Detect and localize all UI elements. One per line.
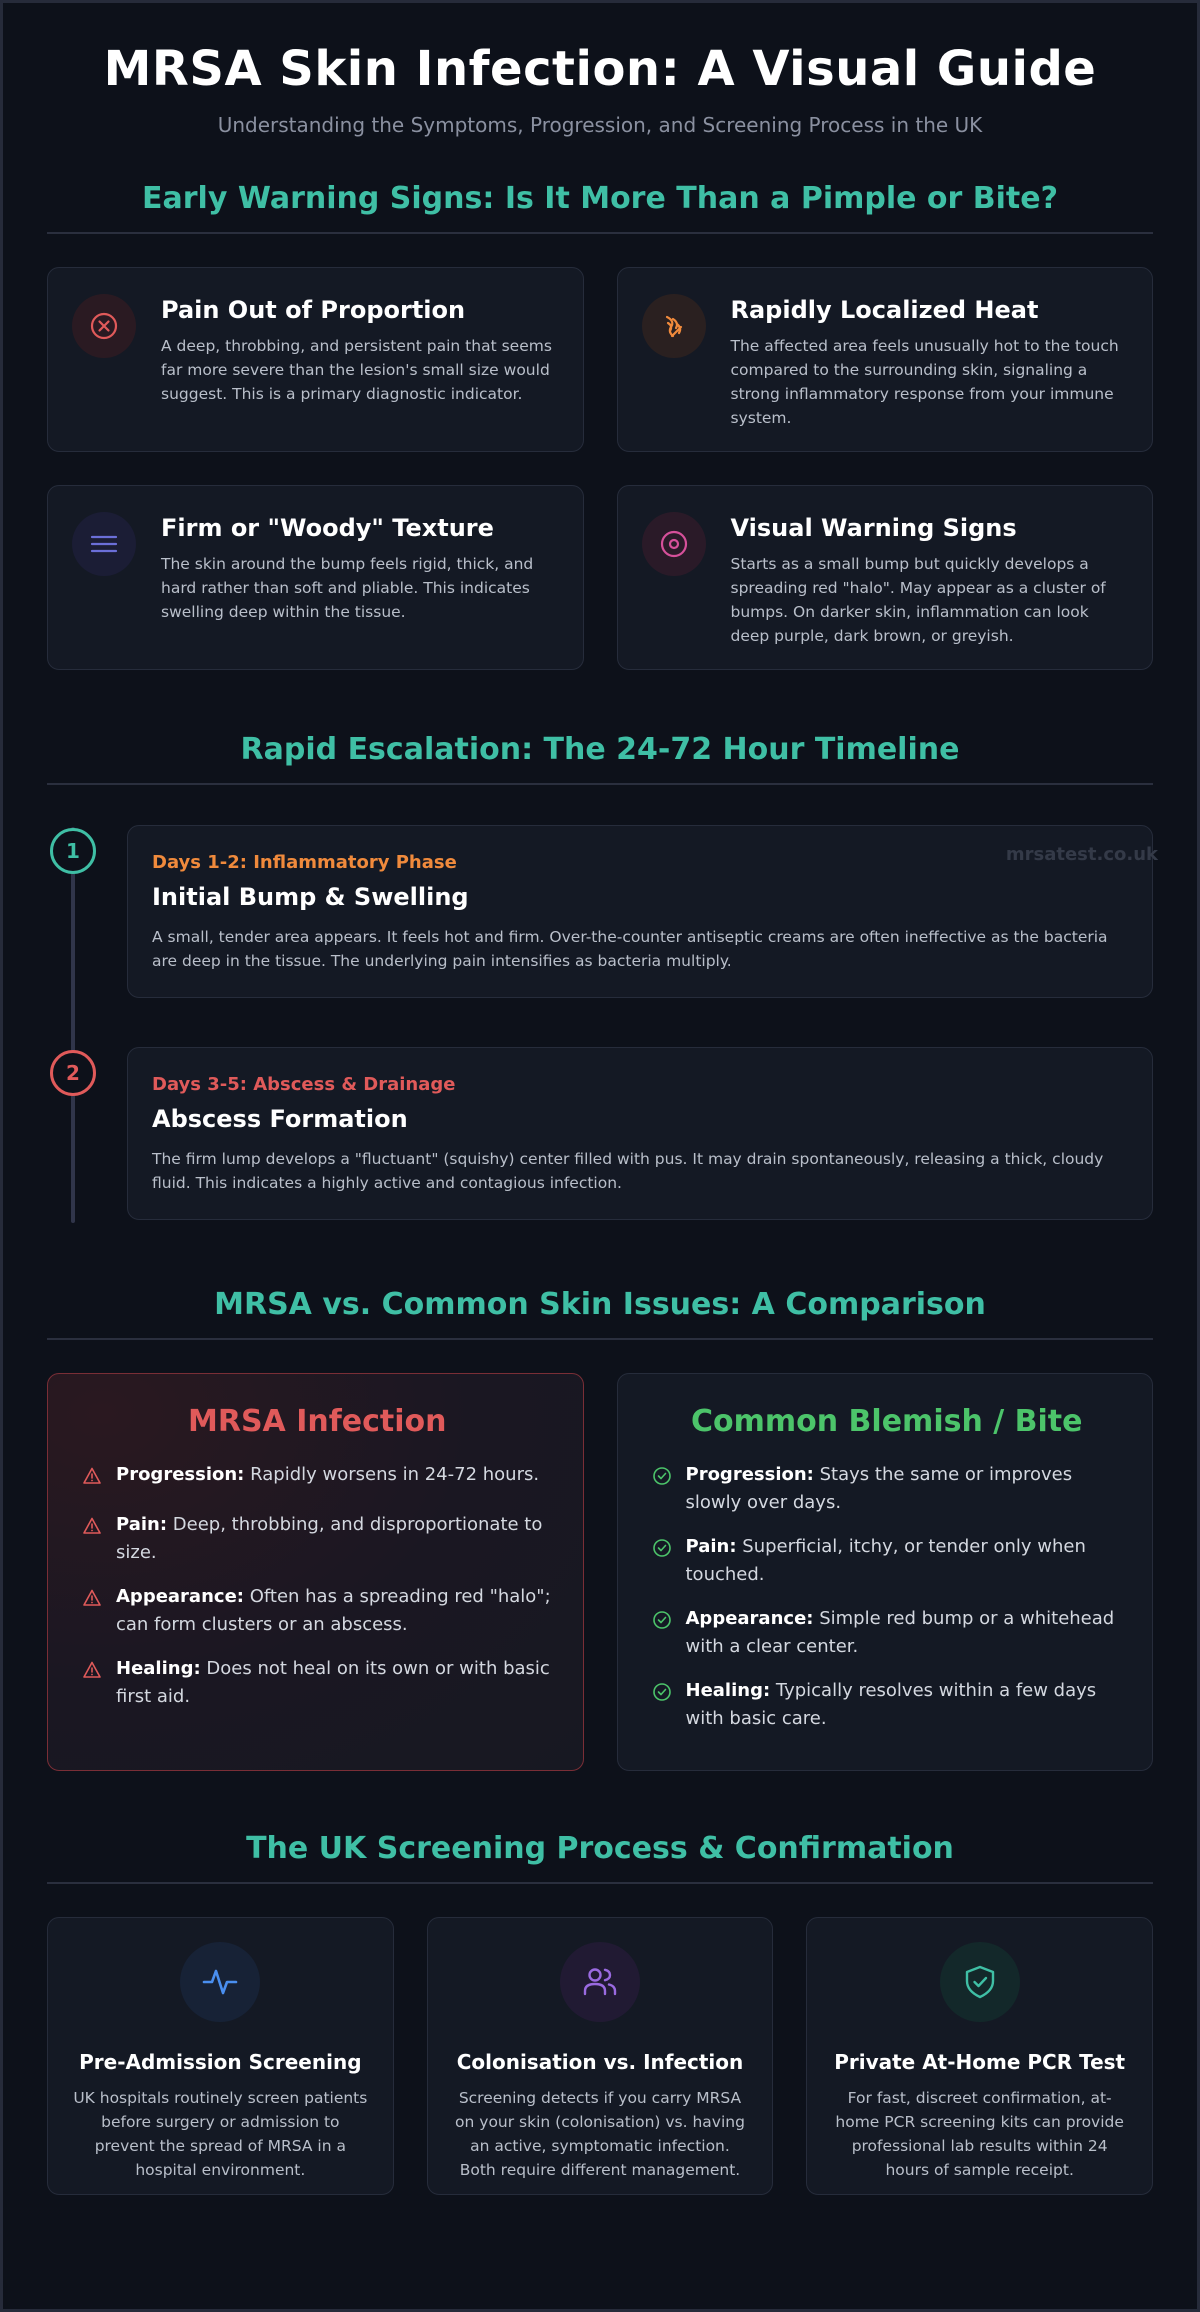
watermark: mrsatest.co.uk (1005, 844, 1158, 865)
item-label: Progression: (685, 1464, 814, 1485)
screening-text: Screening detects if you carry MRSA on your skin (colonisation) vs. having an active, symptomatic infection. Both require different management. (455, 2089, 745, 2179)
list-item (652, 1533, 1123, 1589)
timeline-card (127, 825, 1158, 998)
timeline-text: The firm lump develops a "fluctuant" (squishy) center filled with pus. It may drain spontaneously, releasing a thick, cloudy fluid. This indicates a highly active and contagious infection. (152, 1150, 1104, 1192)
check-circle-icon (652, 1538, 672, 1567)
page-header (3, 3, 1197, 137)
timeline-title: Abscess Formation (152, 1105, 408, 1133)
warning-title: Visual Warning Signs (730, 514, 1017, 542)
comparison-section (3, 1287, 1197, 1771)
mrsa-title: MRSA Infection (187, 1404, 447, 1439)
screening-title: Colonisation vs. Infection (456, 2050, 744, 2074)
timeline (47, 825, 1158, 1225)
check-circle-icon (652, 1682, 672, 1711)
screening-text: UK hospitals routinely screen patients before surgery or admission to prevent the spread of MRSA in a hospital environment. (73, 2089, 368, 2179)
screening-card (47, 1917, 394, 2195)
timeline-phase: Days 3-5: Abscess & Drainage (152, 1074, 456, 1095)
warning-text: The skin around the bump feels rigid, thick, and hard rather than soft and pliable. This indicates swelling deep within the tissue. (161, 555, 534, 621)
page-title: MRSA Skin Infection: A Visual Guide (103, 41, 1097, 97)
section-title: The UK Screening Process & Confirmation (47, 1831, 1153, 1884)
item-label: Pain: (116, 1514, 168, 1535)
screening-title: Private At-Home PCR Test (834, 2050, 1126, 2074)
common-card (617, 1373, 1154, 1771)
x-circle-icon (72, 294, 136, 358)
check-circle-icon (652, 1466, 672, 1495)
item-text: Simple red bump or a whitehead with a clear center. (685, 1608, 1115, 1657)
screening-title: Pre-Admission Screening (79, 2050, 362, 2074)
mrsa-card (47, 1373, 584, 1771)
shield-check-icon (940, 1942, 1020, 2022)
warning-grid (47, 267, 1153, 670)
item-text: Often has a spreading red "halo"; can form clusters or an abscess. (116, 1586, 551, 1635)
list-item (82, 1511, 553, 1567)
step-number: 1 (50, 828, 96, 874)
check-circle-icon (652, 1610, 672, 1639)
item-text: Stays the same or improves slowly over days. (685, 1464, 1073, 1513)
screening-card (427, 1917, 774, 2195)
warning-text: Starts as a small bump but quickly develops a spreading red "halo". May appear as a cluster of bumps. On darker skin, inflammation can look deep purple, dark brown, or greyish. (730, 555, 1106, 645)
screening-text: For fast, discreet confirmation, at-home PCR screening kits can provide professional lab results within 24 hours of sample receipt. (835, 2089, 1124, 2179)
item-label: Appearance: (116, 1586, 244, 1607)
warning-triangle-icon (82, 1516, 102, 1545)
warning-card (47, 267, 584, 452)
list-item (652, 1677, 1123, 1733)
warning-title: Pain Out of Proportion (161, 296, 466, 324)
lines-icon (72, 512, 136, 576)
comparison-grid (47, 1373, 1153, 1771)
page-subtitle: Understanding the Symptoms, Progression, and Screening Process in the UK (217, 113, 983, 137)
timeline-title: Initial Bump & Swelling (152, 883, 469, 911)
item-label: Healing: (116, 1658, 201, 1679)
warning-title: Rapidly Localized Heat (730, 296, 1039, 324)
timeline-item (47, 825, 1158, 998)
warning-text: The affected area feels unusually hot to the touch compared to the surrounding skin, signaling a strong inflammatory response from your immune system. (730, 337, 1119, 427)
section-title: MRSA vs. Common Skin Issues: A Comparison (47, 1287, 1153, 1340)
item-text: Does not heal on its own or with basic first aid. (116, 1658, 550, 1707)
item-label: Appearance: (685, 1608, 814, 1629)
screening-section (3, 1831, 1197, 2195)
common-title: Common Blemish / Bite (691, 1404, 1083, 1439)
list-item (82, 1461, 553, 1495)
warning-card (47, 485, 584, 670)
list-item (652, 1461, 1123, 1517)
pulse-icon (180, 1942, 260, 2022)
item-text: Rapidly worsens in 24-72 hours. (250, 1464, 540, 1485)
list-item (652, 1605, 1123, 1661)
timeline-item (47, 1047, 1153, 1220)
warning-card (617, 485, 1154, 670)
step-number: 2 (50, 1050, 96, 1096)
warning-text: A deep, throbbing, and persistent pain that seems far more severe than the lesion's small size would suggest. This is a primary diagnostic indicator. (161, 337, 552, 403)
early-signs-section (3, 181, 1197, 670)
timeline-phase: Days 1-2: Inflammatory Phase (152, 852, 457, 873)
common-list (652, 1461, 1123, 1733)
screening-grid (47, 1917, 1153, 2195)
item-label: Pain: (685, 1536, 737, 1557)
warning-title: Firm or "Woody" Texture (161, 514, 494, 542)
item-text: Superficial, itchy, or tender only when touched. (685, 1536, 1086, 1585)
section-title: Early Warning Signs: Is It More Than a Pimple or Bite? (47, 181, 1153, 234)
timeline-card (127, 1047, 1153, 1220)
warning-triangle-icon (82, 1660, 102, 1689)
item-label: Progression: (116, 1464, 245, 1485)
item-text: Deep, throbbing, and disproportionate to size. (116, 1514, 543, 1563)
users-icon (560, 1942, 640, 2022)
target-icon (642, 512, 706, 576)
timeline-section (3, 732, 1197, 1225)
item-label: Healing: (685, 1680, 771, 1701)
flame-icon (642, 294, 706, 358)
screening-card (806, 1917, 1153, 2195)
timeline-text: A small, tender area appears. It feels hot and firm. Over-the-counter antiseptic creams are often ineffective as the bacteria are deep in the tissue. The underlying pain intensifies as bacteria multiply. (152, 928, 1108, 970)
section-title: Rapid Escalation: The 24-72 Hour Timeline (47, 732, 1153, 785)
list-item (82, 1583, 553, 1639)
warning-triangle-icon (82, 1588, 102, 1617)
mrsa-list (82, 1461, 553, 1711)
warning-card (617, 267, 1154, 452)
list-item (82, 1655, 553, 1711)
warning-triangle-icon (82, 1466, 102, 1495)
item-text: Typically resolves within a few days with basic care. (685, 1680, 1097, 1729)
